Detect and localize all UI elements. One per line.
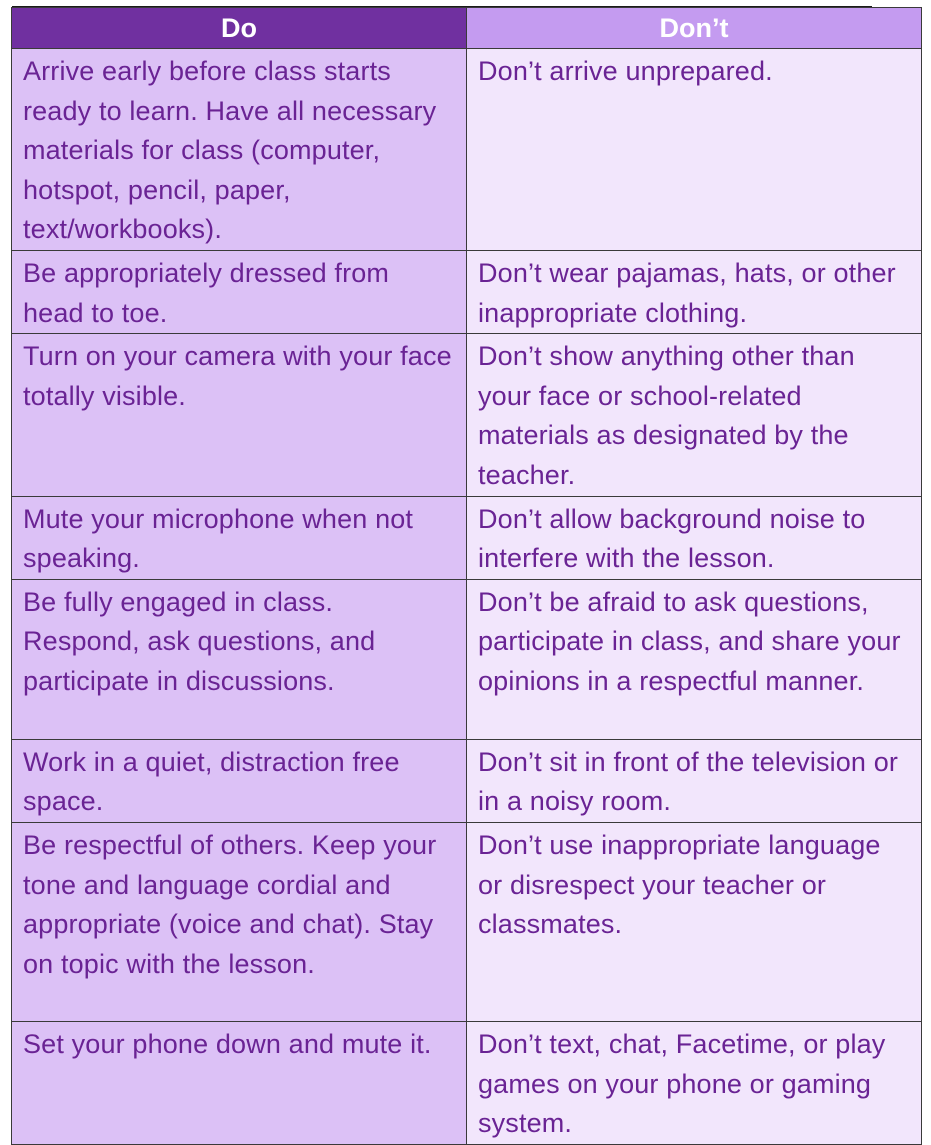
dont-cell: Don’t arrive unprepared. [467, 49, 922, 251]
do-cell: Turn on your camera with your face totally visible. [12, 334, 467, 496]
dont-cell: Don’t text, chat, Facetime, or play games on your phone or gaming system. [467, 1021, 922, 1144]
do-cell: Be appropriately dressed from head to toe. [12, 250, 467, 333]
do-cell: Be fully engaged in class. Respond, ask questions, and participate in discussions. [12, 579, 467, 739]
dont-cell: Don’t sit in front of the television or in a noisy room. [467, 739, 922, 822]
table-row [12, 496, 922, 579]
dont-cell: Don’t allow background noise to interfere with the lesson. [467, 496, 922, 579]
table-row [12, 1021, 922, 1144]
table-row [12, 334, 922, 496]
do-cell: Set your phone down and mute it. [12, 1021, 467, 1144]
header-row [12, 8, 922, 49]
table-row [12, 739, 922, 822]
header-dont: Don’t [467, 8, 922, 49]
table-row [12, 49, 922, 251]
do-cell: Work in a quiet, distraction free space. [12, 739, 467, 822]
table-body [12, 49, 922, 1145]
do-cell: Arrive early before class starts ready to learn. Have all necessary materials for class (computer, hotspot, pencil, paper, text/workbooks). [12, 49, 467, 251]
dont-cell: Don’t use inappropriate language or disrespect your teacher or classmates. [467, 822, 922, 1021]
table-row [12, 250, 922, 333]
table-row [12, 579, 922, 739]
table-row [12, 822, 922, 1021]
dont-cell: Don’t wear pajamas, hats, or other inappropriate clothing. [467, 250, 922, 333]
dont-cell: Don’t be afraid to ask questions, participate in class, and share your opinions in a respectful manner. [467, 579, 922, 739]
do-cell: Mute your microphone when not speaking. [12, 496, 467, 579]
table-header [12, 8, 922, 49]
header-do: Do [12, 8, 467, 49]
do-dont-table [11, 7, 922, 1145]
do-cell: Be respectful of others. Keep your tone and language cordial and appropriate (voice and chat). Stay on topic with the lesson. [12, 822, 467, 1021]
dont-cell: Don’t show anything other than your face or school-related materials as designated by the teacher. [467, 334, 922, 496]
